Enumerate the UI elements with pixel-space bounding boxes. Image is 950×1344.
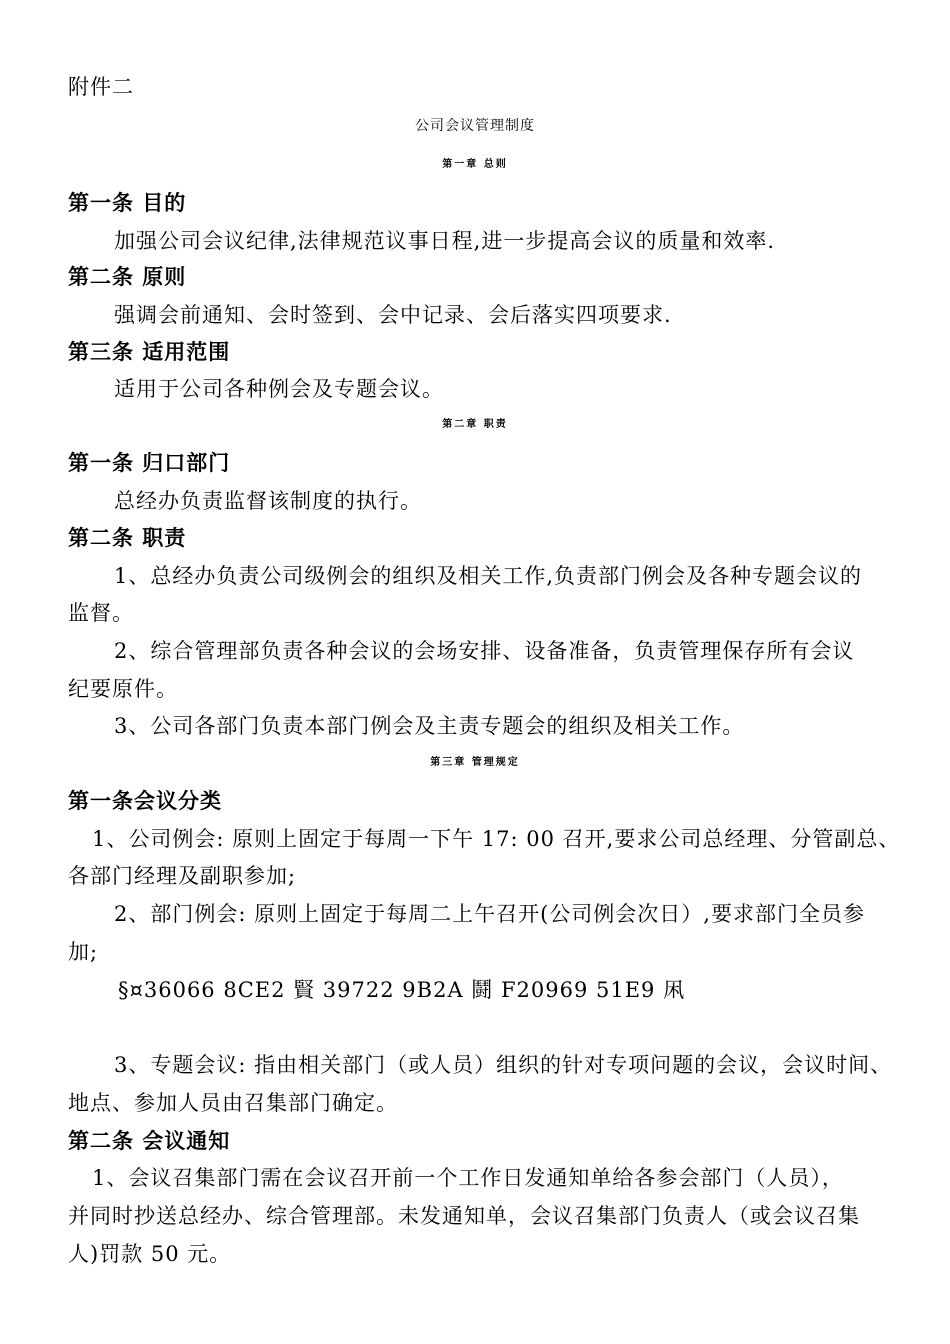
ch1-art3-heading: 第三条 适用范围 [68, 340, 231, 364]
ch3-art1-garbled-line: §¤36066 8CE2 賢 39722 9B2A 鬪 F20969 51E9 凩 [118, 978, 686, 1002]
ch3-art2-item1-line3: 人)罚款 50 元。 [68, 1242, 232, 1266]
ch2-art1-text: 总经办负责监督该制度的执行。 [114, 489, 422, 513]
ch2-art2-item3: 3、公司各部门负责本部门例会及主责专题会的组织及相关工作。 [114, 714, 745, 738]
ch2-art2-item1-line1: 1、总经办负责公司级例会的组织及相关工作,负责部门例会及各种专题会议的 [114, 564, 863, 588]
chapter-1-heading: 第一章 总则 [442, 159, 508, 170]
ch3-art1-item1-line2: 各部门经理及副职参加; [68, 864, 297, 888]
ch1-art1-text: 加强公司会议纪律,法律规范议事日程,进一步提高会议的质量和效率. [114, 229, 776, 253]
ch1-art3-text: 适用于公司各种例会及专题会议。 [114, 377, 444, 401]
chapter-3-heading: 第三章 管理规定 [430, 757, 520, 768]
ch2-art2-heading: 第二条 职责 [68, 526, 187, 550]
ch1-art2-heading: 第二条 原则 [68, 265, 187, 289]
ch3-art2-heading: 第二条 会议通知 [68, 1129, 231, 1153]
ch3-art1-heading: 第一条会议分类 [68, 789, 222, 813]
page-title: 公司会议管理制度 [415, 118, 535, 134]
ch2-art1-heading: 第一条 归口部门 [68, 451, 231, 475]
ch1-art2-text: 强调会前通知、会时签到、会中记录、会后落实四项要求. [114, 303, 672, 327]
chapter-2-heading: 第二章 职责 [442, 419, 508, 430]
attachment-label: 附件二 [68, 75, 134, 99]
ch3-art2-item1-line2: 并同时抄送总经办、综合管理部。未发通知单，会议召集部门负责人（或会议召集 [68, 1204, 860, 1228]
ch1-art1-heading: 第一条 目的 [68, 191, 187, 215]
ch3-art1-item3-line1: 3、专题会议: 指由相关部门（或人员）组织的针对专项问题的会议，会议时间、 [114, 1053, 893, 1077]
ch2-art2-item1-line2: 监督。 [68, 601, 134, 625]
ch3-art1-item3-line2: 地点、参加人员由召集部门确定。 [68, 1091, 398, 1115]
ch3-art1-item2-line2: 加; [68, 940, 99, 964]
ch3-art1-item2-line1: 2、部门例会: 原则上固定于每周二上午召开(公司例会次日）,要求部门全员参 [114, 902, 865, 926]
ch3-art1-item1-line1: 1、公司例会: 原则上固定于每周一下午 17: 00 召开,要求公司总经理、分管副总、 [92, 827, 901, 851]
ch2-art2-item2-line1: 2、综合管理部负责各种会议的会场安排、设备准备，负责管理保存所有会议 [114, 639, 855, 663]
ch2-art2-item2-line2: 纪要原件。 [68, 677, 178, 701]
ch3-art2-item1-line1: 1、会议召集部门需在会议召开前一个工作日发通知单给各参会部门（人员）， [92, 1166, 844, 1190]
